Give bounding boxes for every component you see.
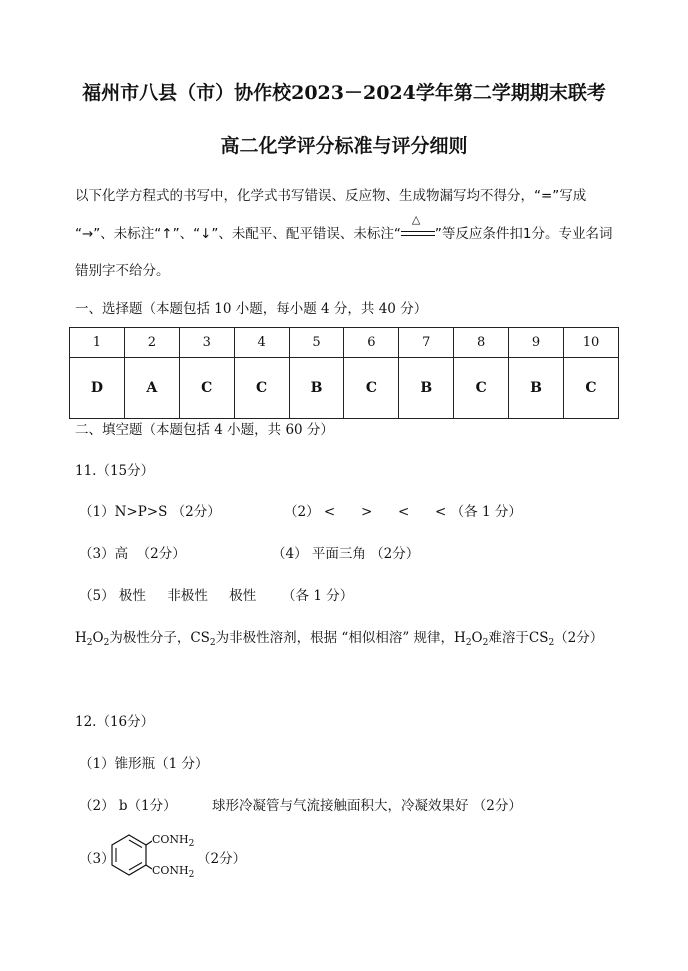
question-number: 6 bbox=[344, 328, 399, 358]
reaction-heat-symbol bbox=[401, 213, 435, 239]
answer-table bbox=[69, 327, 619, 419]
answer-cell: C bbox=[179, 358, 234, 419]
subscript: 2 bbox=[209, 638, 216, 648]
answer-table-number-row bbox=[70, 328, 619, 358]
answer-cell: C bbox=[454, 358, 509, 419]
amide-text: CONH bbox=[152, 833, 189, 846]
question-number: 5 bbox=[289, 328, 344, 358]
answer-cell: D bbox=[70, 358, 125, 419]
section-1-heading: 一、选择题（本题包括 10 小题，每小题 4 分，共 40 分） bbox=[75, 301, 428, 317]
question-number: 7 bbox=[399, 328, 454, 358]
q11-part-2: （2） < > < < （各 1 分） bbox=[284, 504, 522, 520]
subscript: 2 bbox=[465, 638, 472, 648]
answer-cell: C bbox=[234, 358, 289, 419]
q12-part-3-prefix: （3） bbox=[79, 851, 115, 867]
intro-line-2 bbox=[75, 213, 613, 242]
q11-part-5: （5） 极性 非极性 极性 （各 1 分） bbox=[79, 588, 354, 604]
answer-table-answer-row bbox=[70, 358, 619, 419]
answer-cell: B bbox=[399, 358, 454, 419]
score-text: （2分） bbox=[554, 630, 604, 646]
intro-line-3: 错别字不给分。 bbox=[75, 263, 170, 279]
document-subtitle: 高二化学评分标准与评分细则 bbox=[220, 135, 468, 157]
intro-line-2-part-b: ”等反应条件扣1分。专业名词 bbox=[434, 226, 613, 242]
answer-cell: A bbox=[124, 358, 179, 419]
subscript: 2 bbox=[188, 839, 195, 849]
formula-text: O bbox=[471, 630, 483, 646]
equals-sign-icon bbox=[401, 231, 435, 232]
q12-label: 12.（16分） bbox=[75, 714, 155, 730]
q11-part-4: （4） 平面三角 （2分） bbox=[272, 546, 420, 562]
q11-explanation bbox=[75, 626, 603, 648]
question-number: 8 bbox=[454, 328, 509, 358]
answer-cell: B bbox=[289, 358, 344, 419]
q11-part-1: （1）N>P>S （2分） bbox=[79, 504, 221, 520]
question-number: 3 bbox=[179, 328, 234, 358]
subscript: 2 bbox=[103, 638, 110, 648]
answer-cell: C bbox=[564, 358, 619, 419]
q11-part-3: （3）高 （2分） bbox=[79, 546, 186, 562]
subscript: 2 bbox=[86, 638, 93, 648]
heat-triangle: △ bbox=[411, 213, 421, 226]
q11-label: 11.（15分） bbox=[75, 463, 155, 479]
intro-line-2-part-a: “→”、未标注“↑”、“↓”、未配平、配平错误、未标注“ bbox=[75, 226, 401, 242]
q12-part-2b: 球形冷凝管与气流接触面积大，冷凝效果好 （2分） bbox=[212, 798, 522, 814]
explanation-text: 为非极性溶剂，根据 “相似相溶” 规律，H bbox=[215, 630, 466, 646]
question-number: 10 bbox=[564, 328, 619, 358]
document-title: 福州市八县（市）协作校2023－2024学年第二学期期末联考 bbox=[82, 82, 606, 104]
answer-cell: B bbox=[509, 358, 564, 419]
amide-group-top bbox=[152, 833, 194, 849]
q12-part-1: （1）锥形瓶（1 分） bbox=[79, 756, 209, 772]
answer-cell: C bbox=[344, 358, 399, 419]
subscript: 2 bbox=[548, 638, 555, 648]
question-number: 9 bbox=[509, 328, 564, 358]
section-2-heading: 二、填空题（本题包括 4 小题，共 60 分） bbox=[75, 422, 334, 438]
q12-part-2a: （2） b（1分） bbox=[79, 798, 177, 814]
subscript: 2 bbox=[482, 638, 489, 648]
formula-text: H bbox=[75, 630, 87, 646]
explanation-text: 难溶于CS bbox=[488, 630, 549, 646]
amide-group-bottom bbox=[152, 864, 194, 880]
question-number: 1 bbox=[70, 328, 125, 358]
subscript: 2 bbox=[188, 870, 195, 880]
intro-line-1: 以下化学方程式的书写中，化学式书写错误、反应物、生成物漏写均不得分，“=”写成 bbox=[75, 188, 587, 204]
equals-sign-icon-lower bbox=[401, 235, 435, 236]
q12-part-3-score: （2分） bbox=[197, 851, 247, 867]
question-number: 4 bbox=[234, 328, 289, 358]
benzene-ring-icon bbox=[106, 832, 152, 878]
explanation-text: 为极性分子，CS bbox=[109, 630, 210, 646]
formula-text: O bbox=[92, 630, 104, 646]
amide-text: CONH bbox=[152, 864, 189, 877]
question-number: 2 bbox=[124, 328, 179, 358]
